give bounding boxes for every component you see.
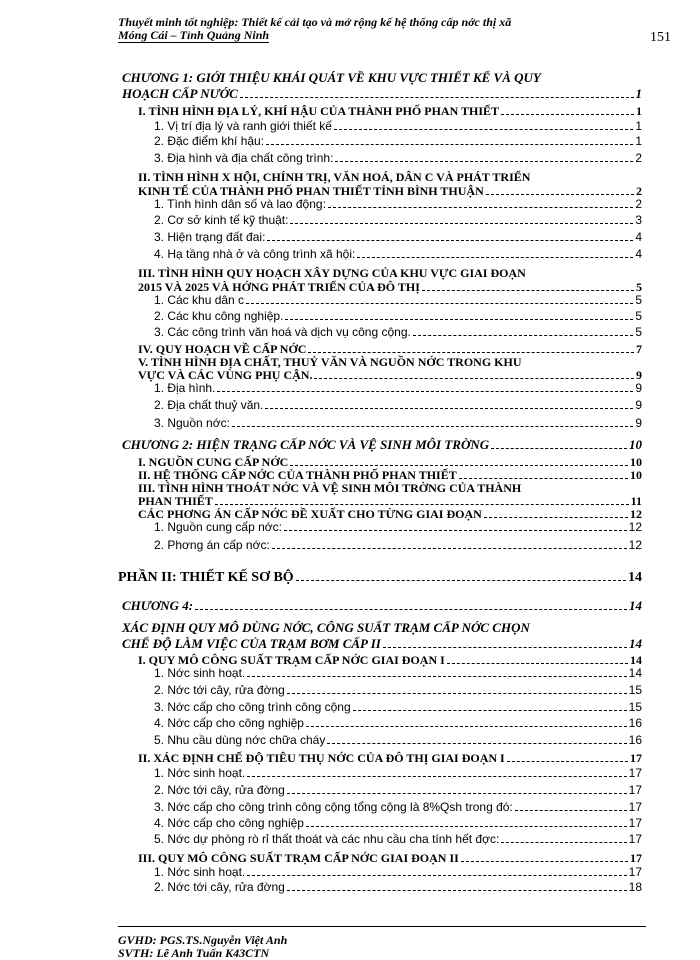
toc-entry[interactable]: III. TÌNH HÌNH QUY HOẠCH XÂY DỰNG CỦA KHU VỰC GIAI ĐOẠN <box>138 266 526 280</box>
toc-entry[interactable]: I. QUY MÔ CÔNG SUẤT TRẠM CẤP NỚC GIAI ĐOẠN I 14 <box>138 653 642 667</box>
toc-entry[interactable]: 2. Đặc điểm khí hậu: 1 <box>154 134 642 148</box>
toc-entry[interactable]: 1. Địa hình. 9 <box>154 381 642 395</box>
toc-entry[interactable]: 5. Nhu cầu dùng nớc chữa cháy 16 <box>154 733 642 747</box>
toc-entry[interactable]: II. XÁC ĐỊNH CHẾ ĐỘ TIÊU THỤ NỚC CỦA ĐÔ THỊ GIAI ĐOẠN I 17 <box>138 751 642 765</box>
page-number: 151 <box>650 30 671 45</box>
toc-page: 1 <box>635 86 642 101</box>
toc-entry[interactable]: 2. Địa chất thuỷ văn. 9 <box>154 398 642 412</box>
toc-entry[interactable]: 2. Nớc tới cây, rửa đờng 18 <box>154 880 642 894</box>
toc-entry[interactable]: CÁC PHƠNG ÁN CẤP NỚC ĐỀ XUẤT CHO TỪNG GIAI ĐOẠN 12 <box>138 507 642 521</box>
toc-entry-part-2[interactable]: PHẦN II: THIẾT KẾ SƠ BỘ 14 <box>118 570 642 585</box>
toc-entry[interactable]: 3. Nớc cấp cho công trình công cộng 15 <box>154 700 642 714</box>
toc-entry[interactable]: 3. Hiện trạng đất đai: 4 <box>154 230 642 244</box>
toc-entry-cont[interactable]: VỰC VÀ CÁC VÙNG PHỤ CẬN. 9 <box>138 368 642 382</box>
toc-entry[interactable]: 1. Nớc sinh hoạt. 17 <box>154 766 642 780</box>
toc-entry[interactable]: 2. Nớc tới cây, rửa đờng 17 <box>154 783 642 797</box>
toc-entry[interactable]: I. NGUỒN CUNG CẤP NỚC 10 <box>138 455 642 469</box>
toc-entry[interactable]: III. QUY MÔ CÔNG SUẤT TRẠM CẤP NỚC GIAI ĐOẠN II 17 <box>138 851 642 865</box>
toc-entry-chapter-1[interactable] <box>122 70 541 86</box>
footer-rule <box>118 926 646 927</box>
toc-entry[interactable]: I. TÌNH HÌNH ĐỊA LÝ, KHÍ HẬU CỦA THÀNH PHỐ PHAN THIẾT 1 <box>138 104 642 118</box>
toc-entry-chapter-4[interactable]: CHƯƠNG 4: 14 <box>122 598 642 613</box>
toc-entry[interactable]: 4. Nớc cấp cho công nghiệp 17 <box>154 816 642 830</box>
toc-entry[interactable]: 2. Nớc tới cây, rửa đờng 15 <box>154 683 642 697</box>
toc-entry[interactable]: XÁC ĐỊNH QUY MÔ DÙNG NỚC, CÔNG SUẤT TRẠM CẤP NỚC CHỌN <box>122 620 530 635</box>
toc-entry[interactable]: 2. Phơng án cấp nớc: 12 <box>154 538 642 552</box>
toc-entry[interactable]: 1. Tình hình dân số và lao động: 2 <box>154 197 642 211</box>
toc-entry[interactable]: 3. Các công trình văn hoá và dịch vụ công cộng. 5 <box>154 325 642 339</box>
toc-entry-cont[interactable]: PHAN THIẾT 11 <box>138 494 642 508</box>
header-line-2: Móng Cái – Tỉnh Quảng Ninh <box>118 28 270 42</box>
toc-entry[interactable]: 3. Địa hình và địa chất công trình: 2 <box>154 151 642 165</box>
toc-entry[interactable]: 5. Nớc dự phòng rò rỉ thất thoát và các nhu cầu cha tính hết đợc: 17 <box>154 832 642 846</box>
toc-entry-text: HOẠCH CẤP NƯỚC <box>122 86 238 101</box>
toc-entry[interactable]: 2. Cơ sở kinh tế kỹ thuật: 3 <box>154 213 642 227</box>
toc-entry[interactable]: II. TÌNH HÌNH X HỘI, CHÍNH TRỊ, VĂN HOÁ, DÂN C VÀ PHÁT TRIỂN <box>138 170 531 184</box>
toc-entry[interactable]: 3. Nguồn nớc: 9 <box>154 416 642 430</box>
toc-entry-cont[interactable]: KINH TẾ CỦA THÀNH PHỐ PHAN THIẾT TỈNH BÌNH THUẬN 2 <box>138 184 642 198</box>
toc-entry-cont[interactable]: 2015 VÀ 2025 VÀ HỚNG PHÁT TRIỂN CỦA ĐÔ THỊ 5 <box>138 280 642 294</box>
toc-entry[interactable]: 4. Nớc cấp cho công nghiệp 16 <box>154 716 642 730</box>
toc-entry-chapter-2[interactable]: CHƯƠNG 2: HIỆN TRẠNG CẤP NỚC VÀ VỆ SINH MÔI TRỜNG 10 <box>122 437 642 452</box>
toc-entry[interactable]: IV. QUY HOẠCH VỀ CẤP NỚC 7 <box>138 342 642 356</box>
footer-line-2: SVTH: Lê Anh Tuấn K43CTN <box>118 946 270 960</box>
toc-entry[interactable]: 3. Nớc cấp cho công trình công cộng tổng cộng là 8%Qsh trong đó: 17 <box>154 800 642 814</box>
toc-leader <box>240 88 634 98</box>
toc-entry[interactable]: 2. Các khu công nghiệp. 5 <box>154 309 642 323</box>
toc-entry[interactable]: 1. Các khu dân c 5 <box>154 293 642 307</box>
header-line-1: Thuyết minh tốt nghiệp: Thiết kế cải tạo và mở rộng kế hệ thống cấp nớc thị xã <box>118 15 512 29</box>
toc-entry-chapter-1-cont[interactable] <box>122 86 642 102</box>
toc-entry[interactable]: V. TÌNH HÌNH ĐỊA CHẤT, THUỶ VĂN VÀ NGUỒN NỚC TRONG KHU <box>138 355 522 369</box>
toc-entry[interactable]: II. HỆ THỐNG CẤP NỚC CỦA THÀNH PHỐ PHAN THIẾT 10 <box>138 468 642 482</box>
toc-entry[interactable]: III. TÌNH HÌNH THOÁT NỚC VÀ VỆ SINH MÔI TRỜNG CỦA THÀNH <box>138 481 522 495</box>
toc-entry[interactable]: 4. Hạ tầng nhà ở và công trình xã hội: 4 <box>154 247 642 261</box>
toc-entry[interactable]: 1. Nớc sinh hoạt. 14 <box>154 666 642 680</box>
toc-entry[interactable]: 1. Nguồn cung cấp nớc: 12 <box>154 520 642 534</box>
footer-line-1: GVHD: PGS.TS.Nguyễn Việt Anh <box>118 933 288 947</box>
toc-entry-cont[interactable]: CHẾ ĐỘ LÀM VIỆC CỦA TRẠM BƠM CẤP II 14 <box>122 636 642 651</box>
toc-entry[interactable]: 1. Vị trí địa lý và ranh giới thiết kế 1 <box>154 119 642 133</box>
document-footer <box>118 934 287 960</box>
toc-entry[interactable]: 1. Nớc sinh hoạt. 17 <box>154 865 642 879</box>
toc-entry-text: CHƯƠNG 1: GIỚI THIỆU KHÁI QUÁT VỀ KHU VỰC THIẾT KẾ VÀ QUY <box>122 70 541 85</box>
